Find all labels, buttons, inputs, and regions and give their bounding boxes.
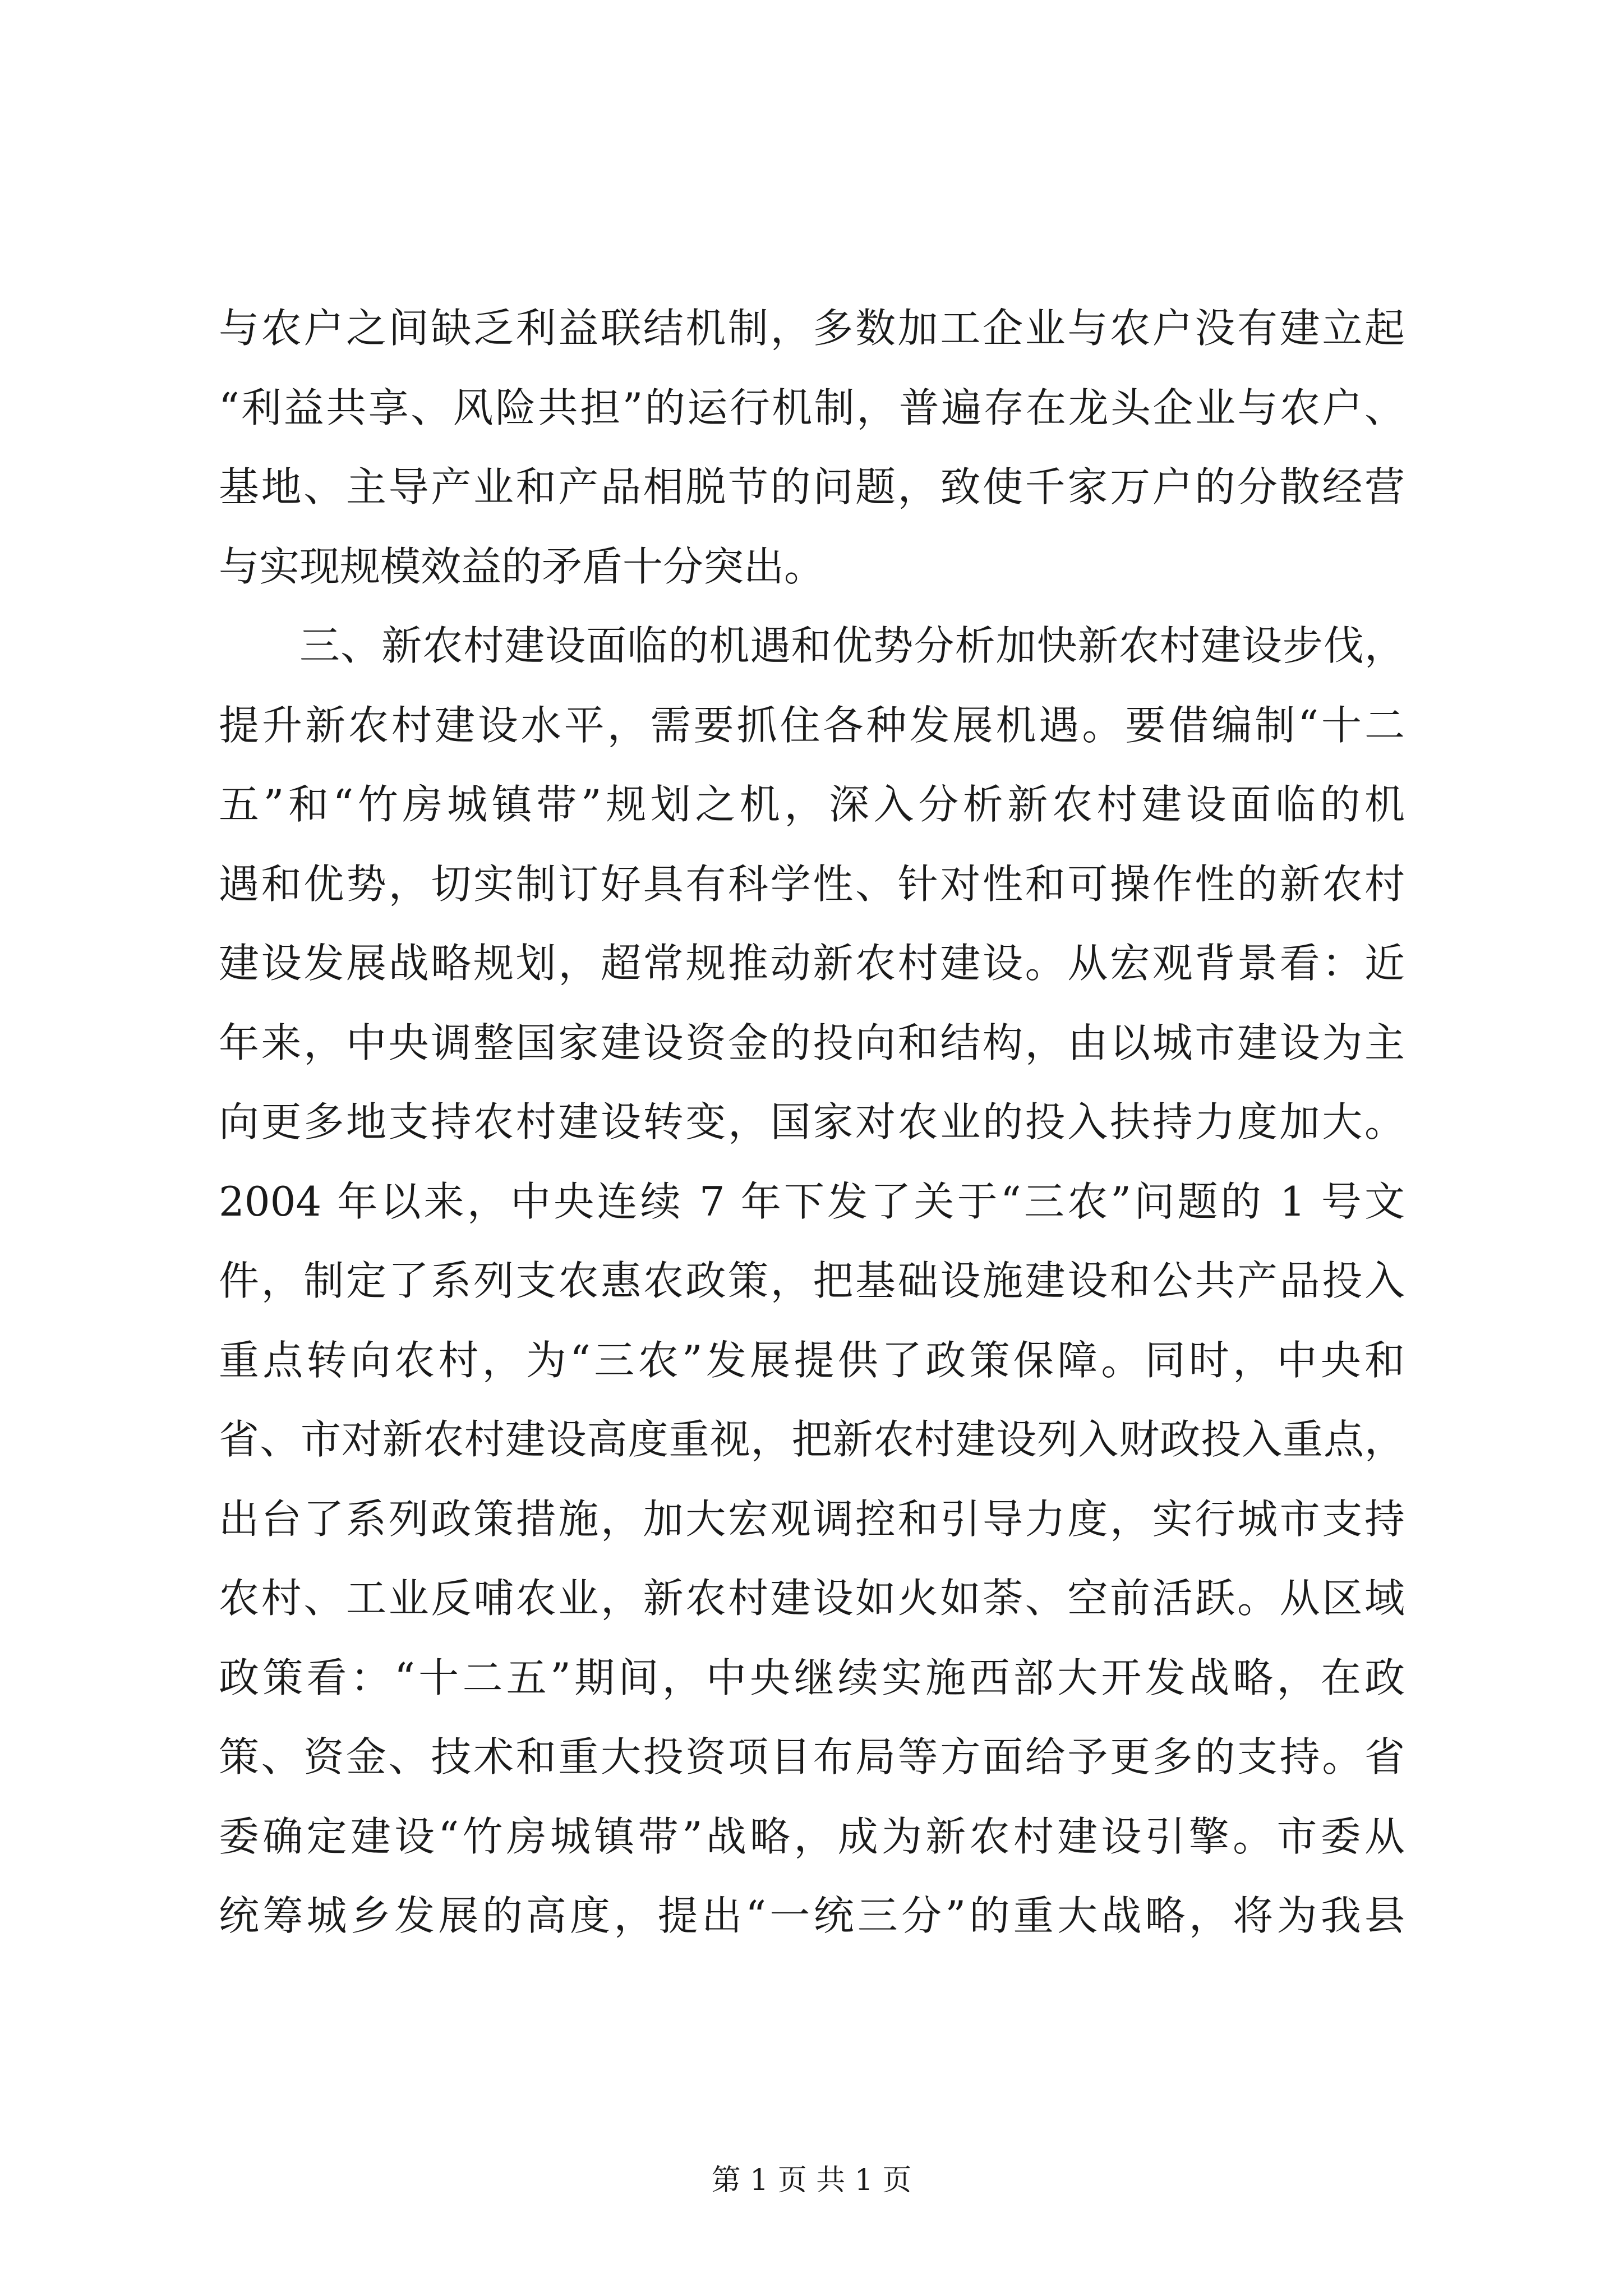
paragraph-2-line-9: 件，制定了系列支农惠农政策，把基础设施建设和公共产品投入 (219, 1257, 1405, 1304)
paragraph-2-line-7: 向更多地支持农村建设转变，国家对农业的投入扶持力度加大。 (219, 1098, 1405, 1145)
paragraph-2-line-17: 统筹城乡发展的高度，提出“一统三分”的重大战略，将为我县 (219, 1892, 1405, 1939)
paragraph-2-line-2: 提升新农村建设水平，需要抓住各种发展机遇。要借编制“十二 (219, 701, 1405, 749)
paragraph-2-line-11: 省、市对新农村建设高度重视，把新农村建设列入财政投入重点， (219, 1416, 1405, 1463)
paragraph-2-line-1: 三、新农村建设面临的机遇和优势分析加快新农村建设步伐， (299, 622, 1405, 669)
paragraph-2-line-6: 年来，中央调整国家建设资金的投向和结构，由以城市建设为主 (219, 1019, 1405, 1066)
paragraph-2-line-15: 策、资金、技术和重大投资项目布局等方面给予更多的支持。省 (219, 1733, 1405, 1780)
paragraph-2-line-14: 政策看：“十二五”期间，中央继续实施西部大开发战略，在政 (219, 1654, 1405, 1701)
paragraph-1-line-2: “利益共享、风险共担”的运行机制，普遍存在龙头企业与农户、 (219, 384, 1405, 431)
paragraph-2-line-3: 五”和“竹房城镇带”规划之机，深入分析新农村建设面临的机 (219, 781, 1405, 828)
paragraph-1-line-3: 基地、主导产业和产品相脱节的问题，致使千家万户的分散经营 (219, 463, 1405, 510)
document-body (219, 289, 1405, 1956)
paragraph-2-line-13: 农村、工业反哺农业，新农村建设如火如荼、空前活跃。从区域 (219, 1575, 1405, 1622)
paragraph-1-line-4: 与实现规模效益的矛盾十分突出。 (219, 542, 825, 590)
paragraph-2-line-12: 出台了系列政策措施，加大宏观调控和引导力度，实行城市支持 (219, 1495, 1405, 1543)
paragraph-2-line-10: 重点转向农村，为“三农”发展提供了政策保障。同时，中央和 (219, 1336, 1405, 1384)
paragraph-2-line-8: 2004 年以来，中央连续 7 年下发了关于“三农”问题的 1 号文 (219, 1177, 1405, 1225)
paragraph-2-line-5: 建设发展战略规划，超常规推动新农村建设。从宏观背景看：近 (219, 940, 1405, 987)
paragraph-2-line-16: 委确定建设“竹房城镇带”战略，成为新农村建设引擎。市委从 (219, 1812, 1405, 1860)
paragraph-2-line-4: 遇和优势，切实制订好具有科学性、针对性和可操作性的新农村 (219, 860, 1405, 908)
page-number-label: 第 1 页 共 1 页 (711, 2164, 912, 2197)
page-footer (0, 2161, 1623, 2200)
paragraph-1-line-1: 与农户之间缺乏利益联结机制，多数加工企业与农户没有建立起 (219, 305, 1405, 352)
